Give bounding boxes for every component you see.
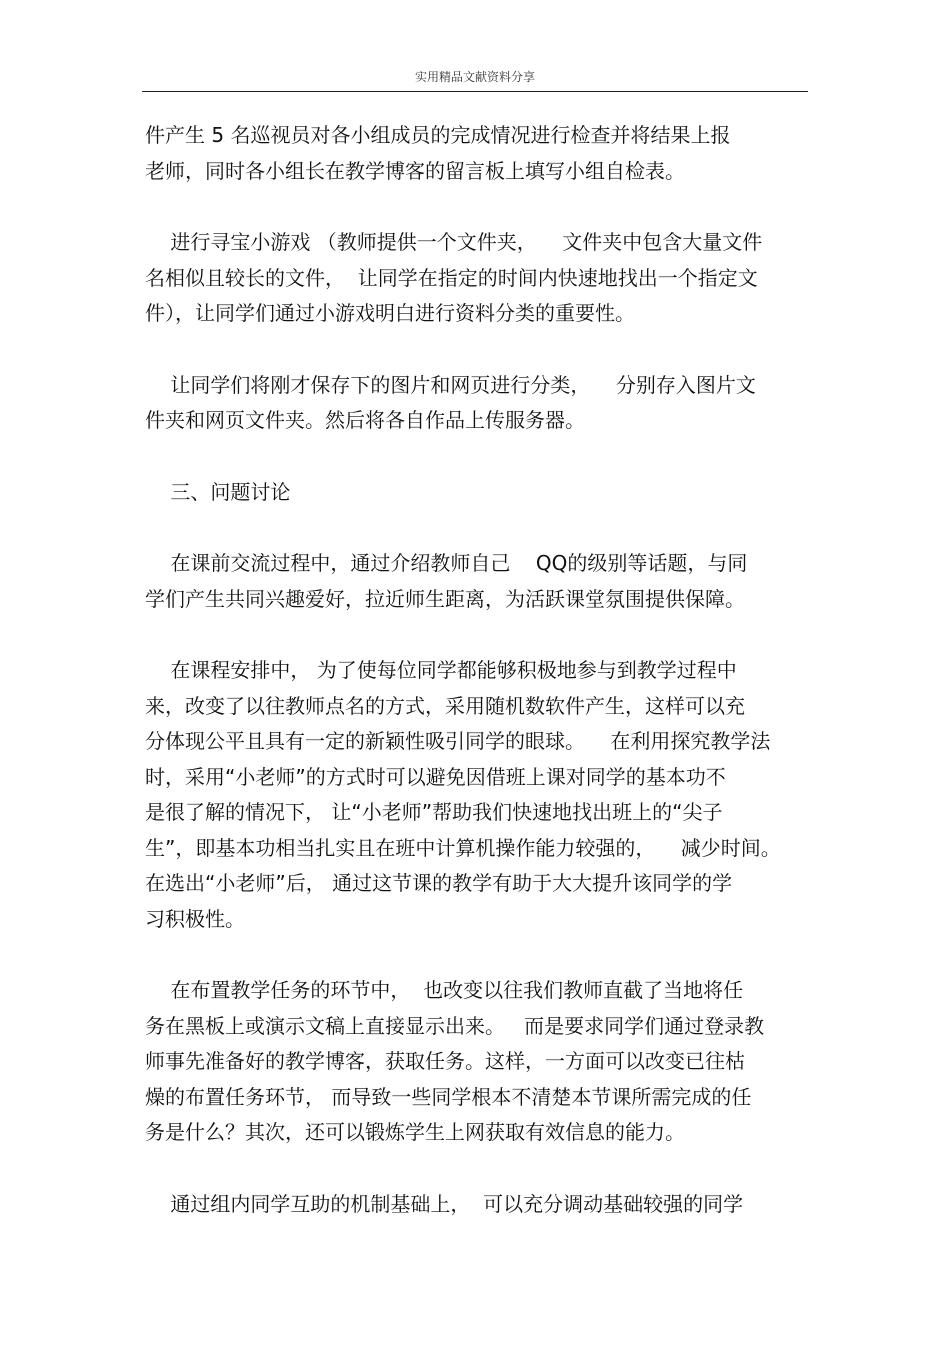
text-line: 老师，同时各小组长在教学博客的留言板上填写小组自检表。 bbox=[145, 158, 685, 183]
paragraph bbox=[145, 368, 810, 439]
paragraph bbox=[145, 546, 810, 617]
text-line: 通过组内同学互助的机制基础上， 可以充分调动基础较强的同学 bbox=[145, 1191, 744, 1216]
text-line: 让同学们将刚才保存下的图片和网页进行分类， 分别存入图片文 bbox=[145, 372, 756, 397]
text-line: 件），让同学们通过小游戏明白进行资料分类的重要性。 bbox=[145, 301, 635, 325]
paragraph bbox=[145, 653, 810, 937]
text-line: 务在黑板上或演示文稿上直接显示出来。 而是要求同学们通过登录教 bbox=[145, 1013, 765, 1038]
text-line: 时，采用“小老师”的方式时可以避免因借班上课对同学的基本功不 bbox=[145, 764, 726, 789]
text-line: 件夹和网页文件夹。然后将各自作品上传服务器。 bbox=[145, 408, 585, 432]
paragraph bbox=[145, 973, 810, 1151]
text-line: 在布置教学任务的环节中， 也改变以往我们教师直截了当地将任 bbox=[145, 978, 744, 1002]
text-line: 在课前交流过程中，通过介绍教师自己 QQ的级别等话题，与同 bbox=[145, 551, 748, 575]
document-body bbox=[145, 118, 810, 1222]
text-line: 来，改变了以往教师点名的方式，采用随机数软件产生，这样可以充 bbox=[145, 693, 745, 718]
paragraph bbox=[145, 118, 810, 189]
text-line: 习积极性。 bbox=[145, 906, 245, 931]
text-line: 燥的布置任务环节， 而导致一些同学根本不清楚本节课所需完成的任 bbox=[145, 1084, 752, 1109]
text-line: 件产生 5 名巡视员对各小组成员的完成情况进行检查并将结果上报 bbox=[145, 123, 731, 147]
text-line: 分体现公平且具有一定的新颖性吸引同学的眼球。 在利用探究教学法 bbox=[145, 729, 771, 753]
text-line: 名相似且较长的文件， 让同学在指定的时间内快速地找出一个指定文 bbox=[145, 265, 758, 290]
header-divider bbox=[142, 91, 808, 92]
text-line: 生”，即基本功相当扎实且在班中计算机操作能力较强的， 减少时间。 bbox=[145, 835, 781, 860]
page-header: 实用精品文献资料分享 bbox=[414, 70, 535, 84]
text-line: 是很了解的情况下， 让“小老师”帮助我们快速地找出班上的“尖子 bbox=[145, 800, 723, 824]
section-heading-text: 三、问题讨论 bbox=[145, 479, 291, 504]
paragraph bbox=[145, 225, 810, 332]
text-line: 务是什么？其次，还可以锻炼学生上网获取有效信息的能力。 bbox=[145, 1120, 685, 1144]
section-heading bbox=[145, 475, 810, 511]
text-line: 在课程安排中， 为了使每位同学都能够积极地参与到教学过程中 bbox=[145, 658, 737, 682]
paragraph bbox=[145, 1187, 810, 1223]
text-line: 在选出“小老师”后， 通过这节课的教学有助于大大提升该同学的学 bbox=[145, 871, 733, 895]
text-line: 学们产生共同兴趣爱好，拉近师生距离，为活跃课堂氛围提供保障。 bbox=[145, 586, 745, 611]
text-line: 进行寻宝小游戏 （教师提供一个文件夹， 文件夹中包含大量文件 bbox=[145, 230, 763, 254]
text-line: 师事先准备好的教学博客，获取任务。这样，一方面可以改变已往枯 bbox=[145, 1049, 745, 1073]
